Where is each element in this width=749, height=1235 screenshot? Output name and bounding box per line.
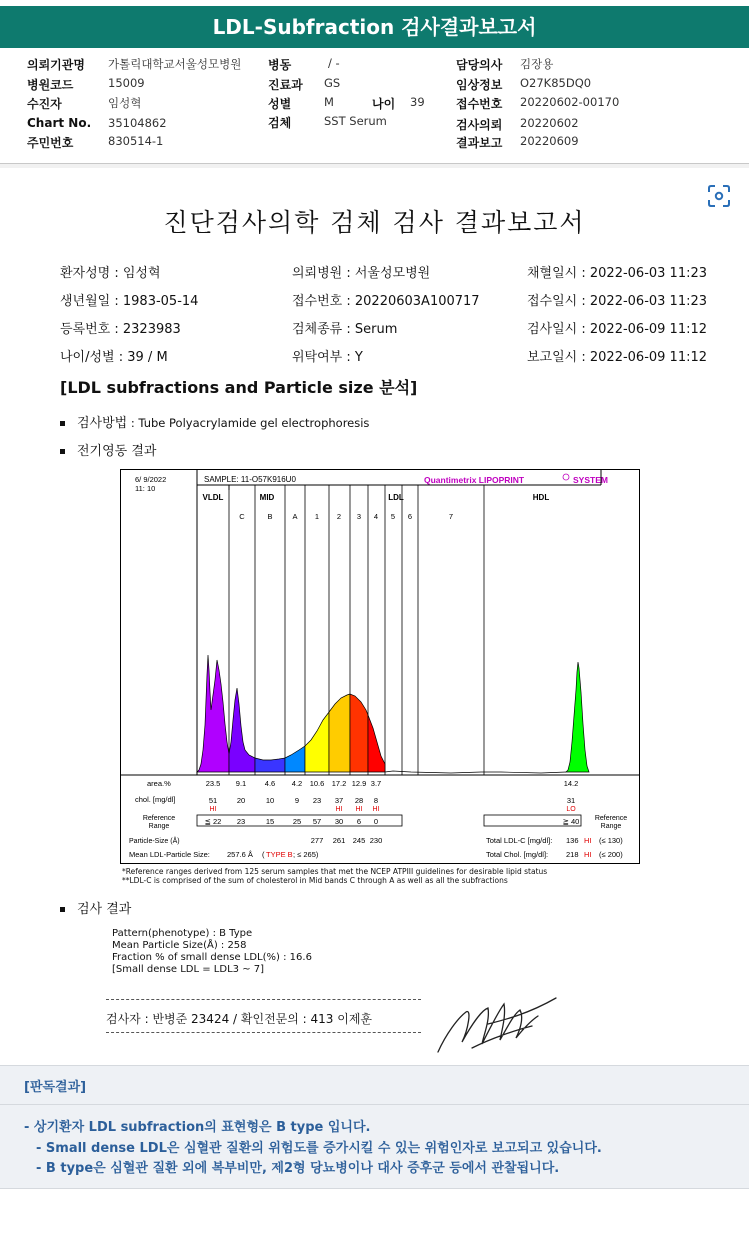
patient-detail: 보고일시 : 2022-06-09 11:12 (527, 350, 708, 365)
band-label: 1 (314, 512, 320, 521)
band-label: 7 (448, 512, 454, 521)
label-ward: 병동 (268, 58, 292, 72)
chol-value: 51 (208, 796, 218, 805)
total-ldl-value: 136 (566, 836, 579, 845)
interpretation-panel (0, 1065, 749, 1189)
electrophoresis-peak (285, 746, 305, 772)
result-line: [Small dense LDL = LDL3 ~ 7] (112, 964, 265, 975)
interpretation-line: - 상기환자 LDL subfraction의 표현형은 B type 입니다. (24, 1120, 371, 1135)
patient-info-panel (0, 52, 749, 156)
mean-ldl-type: TYPE B (266, 850, 293, 859)
area-value: 3.7 (370, 779, 382, 788)
chart-date: 6/ 9/2022 (135, 475, 167, 484)
area-value: 17.2 (331, 779, 347, 788)
baseline-trace (385, 771, 566, 773)
patient-detail: 나이/성별 : 39 / M (60, 350, 168, 365)
reference-value: ≦ 22 (204, 817, 222, 826)
total-ldl-label: Total LDL-C [mg/dl]: (486, 836, 553, 845)
reference-value: 15 (265, 817, 275, 826)
patient-detail: 위탁여부 : Y (292, 350, 363, 365)
result-line: Pattern(phenotype) : B Type (112, 928, 253, 939)
mean-ldl-value: 257.6 Å (227, 850, 253, 859)
lipoprint-chart-svg (121, 470, 639, 863)
row-label-ref: Reference (142, 815, 176, 822)
interpretation-title: [판독결과] (24, 1080, 87, 1095)
patient-detail: 생년월일 : 1983-05-14 (60, 294, 199, 309)
paren: ( (262, 850, 265, 859)
group-label-mid: MID (259, 493, 275, 502)
interpretation-line: - B type은 심혈관 질환 외에 복부비만, 제2형 당뇨병이나 대사 증후군 등에서 관찰됩니다. (36, 1161, 560, 1176)
value-age: 39 (410, 95, 425, 109)
patient-detail: 접수번호 : 20220603A100717 (292, 294, 480, 309)
chart-brand: Quantimetrix LIPOPRINT (424, 475, 525, 485)
value-clinical-info: O27K85DQ0 (520, 76, 592, 90)
signature (432, 990, 562, 1060)
label-result-report: 결과보고 (456, 136, 503, 150)
band-label: A (292, 512, 298, 521)
value-receipt-no: 20220602-00170 (520, 95, 620, 109)
band-label: 4 (373, 512, 379, 521)
chart-footnotes (122, 867, 547, 885)
reference-value: 23 (236, 817, 246, 826)
reference-value: 25 (292, 817, 302, 826)
particle-size-value: 245 (352, 836, 366, 845)
reference-value: 30 (334, 817, 344, 826)
report-header-title: LDL-Subfraction 검사결과보고서 (0, 6, 749, 48)
label-resident-no: 주민번호 (27, 136, 74, 150)
chol-value: 23 (312, 796, 322, 805)
chol-value: 20 (236, 796, 246, 805)
interpretation-line: - Small dense LDL은 심혈관 질환의 위험도를 증가시킬 수 있는 위험인자로 보고되고 있습니다. (36, 1141, 602, 1156)
electrophoresis-peak (197, 655, 229, 772)
label-test-request: 검사의뢰 (456, 118, 503, 132)
band-label: 6 (407, 512, 413, 521)
band-label: B (267, 512, 273, 521)
electrophoresis-peak (255, 758, 285, 772)
chol-value: 37 (334, 796, 344, 805)
group-label-ldl: LDL (388, 493, 404, 502)
reference-value: 6 (356, 817, 362, 826)
label-clinical-info: 임상정보 (456, 78, 503, 92)
reference-value: ≧ 40 (562, 817, 580, 826)
row-label-ref: Range (148, 823, 170, 830)
row-label-chol: chol. [mg/dl] (135, 795, 176, 804)
band-label: 2 (336, 512, 342, 521)
patient-detail: 채혈일시 : 2022-06-03 11:23 (527, 266, 708, 281)
total-ldl-flag: HI (584, 836, 592, 845)
value-specimen: SST Serum (324, 114, 387, 128)
particle-size-value: 230 (369, 836, 383, 845)
total-ldl-ref: (≤ 130) (599, 836, 623, 845)
electrophoresis-label: 전기영동 결과 (77, 444, 157, 459)
chart-sample-id: SAMPLE: 11-O57K916U0 (204, 475, 296, 484)
area-value: 23.5 (205, 779, 221, 788)
band-label: 3 (356, 512, 362, 521)
group-label-hdl: HDL (532, 493, 550, 502)
area-value: 4.2 (291, 779, 303, 788)
particle-size-value: 261 (332, 836, 346, 845)
electrophoresis-peak (350, 694, 368, 772)
label-hospital-code: 병원코드 (27, 78, 74, 92)
total-chol-label: Total Chol. [mg/dl]: (486, 850, 549, 859)
area-value: 14.2 (563, 779, 579, 788)
mean-ldl-label: Mean LDL-Particle Size: (129, 850, 210, 859)
total-chol-value: 218 (566, 850, 579, 859)
value-result-report: 20220609 (520, 134, 579, 148)
particle-size-value: 277 (310, 836, 324, 845)
footnote-line: **LDL-C is comprised of the sum of cholesterol in Mid bands C through A as well as all the subfractions (122, 876, 508, 885)
chol-value: 28 (354, 796, 364, 805)
value-patient: 임성혁 (108, 96, 142, 110)
band-label: C (239, 512, 245, 521)
electrophoresis-peak (229, 688, 255, 772)
patient-detail: 등록번호 : 2323983 (60, 322, 181, 337)
chol-flag: HI (372, 806, 380, 813)
value-department: GS (324, 76, 341, 90)
value-doctor: 김장용 (520, 57, 554, 71)
group-label-vldl: VLDL (202, 493, 224, 502)
electrophoresis-peak (368, 715, 385, 772)
patient-detail: 검체종류 : Serum (292, 322, 398, 337)
patient-detail: 검사일시 : 2022-06-09 11:12 (527, 322, 708, 337)
method-label: 검사방법 (77, 416, 128, 431)
total-chol-flag: HI (584, 850, 592, 859)
row-label-size: Particle-Size (Å) (129, 838, 180, 845)
label-doctor: 담당의사 (456, 58, 503, 72)
patient-detail: 환자성명 : 임성혁 (60, 266, 161, 281)
chol-flag: HI (209, 806, 217, 813)
reference-value: 57 (312, 817, 322, 826)
label-chart-no: Chart No. (27, 116, 92, 130)
value-ward: / - (328, 56, 340, 70)
electrophoresis-bullet (60, 440, 156, 459)
value-chart-no: 35104862 (108, 116, 167, 130)
label-patient: 수진자 (27, 97, 62, 111)
value-sex: M (324, 95, 334, 109)
chol-value: 9 (294, 796, 300, 805)
result-bullet (60, 898, 131, 917)
value-resident-no: 830514-1 (108, 134, 164, 148)
band-label: 5 (390, 512, 396, 521)
patient-detail: 의뢰병원 : 서울성모병원 (292, 266, 431, 281)
result-line: Mean Particle Size(Å) : 258 (112, 940, 247, 951)
chol-flag: HI (335, 806, 343, 813)
chol-flag: HI (355, 806, 363, 813)
reference-value: 0 (373, 817, 379, 826)
interpretation-divider (0, 1104, 749, 1105)
total-chol-ref: (≤ 200) (599, 850, 623, 859)
lipoprint-chart (120, 469, 640, 864)
area-value: 9.1 (235, 779, 247, 788)
label-requesting-institution: 의뢰기관명 (27, 58, 85, 72)
value-requesting-institution: 가톨릭대학교서울성모병원 (108, 57, 242, 71)
chol-value: 8 (373, 796, 379, 805)
registered-mark (563, 474, 569, 480)
chol-value: 31 (566, 796, 576, 805)
method-bullet (60, 412, 369, 431)
result-label: 검사 결과 (77, 902, 132, 917)
footnote-line: *Reference ranges derived from 125 serum samples that met the NCEP ATPIII guidelines for desirable lipid status (122, 867, 548, 876)
label-age: 나이 (372, 97, 396, 111)
electrophoresis-peak (566, 662, 589, 772)
area-value: 4.6 (264, 779, 276, 788)
area-value: 12.9 (351, 779, 367, 788)
chol-value: 10 (265, 796, 275, 805)
reference-label-right: Reference (594, 815, 628, 822)
section-title: [LDL subfractions and Particle size 분석] (60, 378, 418, 397)
dashed-divider (106, 1032, 421, 1033)
label-department: 진료과 (268, 78, 303, 92)
chol-flag: LO (566, 806, 576, 813)
reference-label-right: Range (600, 823, 622, 830)
electrophoresis-peak (305, 712, 329, 772)
value-hospital-code: 15009 (108, 76, 145, 90)
chart-time: 11: 10 (135, 484, 156, 493)
patient-detail: 접수일시 : 2022-06-03 11:23 (527, 294, 708, 309)
label-receipt-no: 접수번호 (456, 97, 503, 111)
value-test-request: 20220602 (520, 116, 579, 130)
chart-brand-suffix: SYSTEM (573, 475, 608, 485)
dashed-divider (106, 999, 421, 1000)
result-summary (112, 928, 312, 976)
label-specimen: 검체 (268, 116, 292, 130)
mean-ldl-ref: ; ≤ 265) (293, 850, 319, 859)
result-line: Fraction % of small dense LDL(%) : 16.6 (112, 952, 312, 963)
label-sex: 성별 (268, 97, 292, 111)
examiner-line: 검사자 : 반병준 23424 / 확인전문의 : 413 이제훈 (106, 1012, 373, 1026)
row-label-area: area.% (147, 779, 171, 788)
method-value: : Tube Polyacrylamide gel electrophoresis (127, 416, 370, 430)
report-document-title: 진단검사의학 검체 검사 결과보고서 (163, 208, 586, 237)
electrophoresis-peak (329, 694, 350, 772)
area-value: 10.6 (309, 779, 325, 788)
